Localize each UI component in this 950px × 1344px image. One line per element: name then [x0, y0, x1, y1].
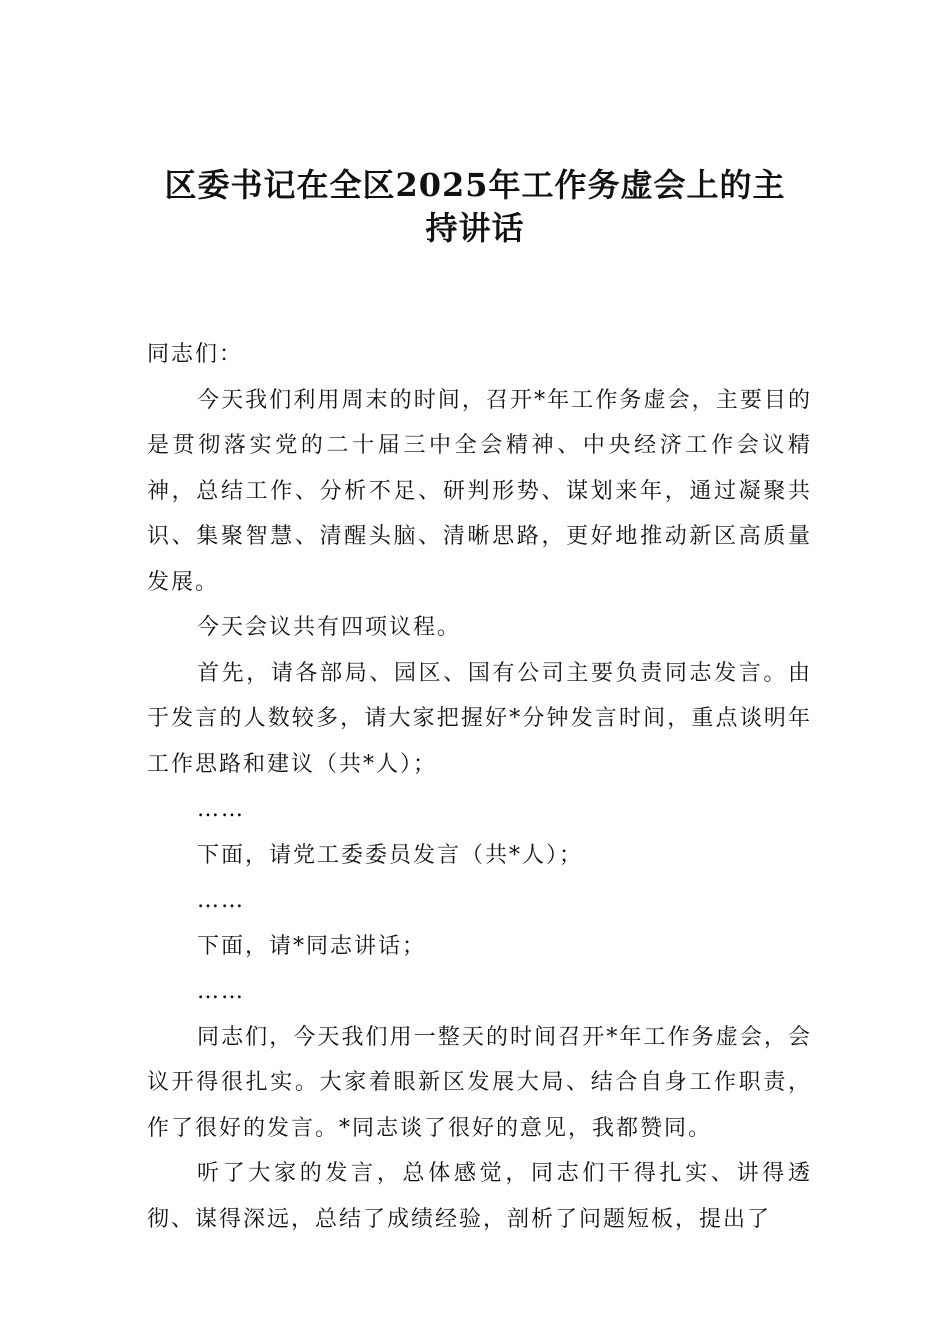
paragraph-1: 今天我们利用周末的时间，召开*年工作务虚会，主要目的是贯彻落实党的二十届三中全会精神、中央经济工作会议精神，总结工作、分析不足、研判形势、谋划来年，通过凝聚共识、集聚智慧、清醒头脑、清晰思路，更好地推动新区高质量发展。: [147, 387, 812, 595]
ellipsis-2: ……: [197, 888, 245, 913]
salutation: 同志们：: [147, 342, 244, 367]
document-title-line-1: 区委书记在全区2025年工作务虚会上的主: [164, 166, 786, 204]
document-body: [147, 332, 812, 1242]
paragraph-3: 首先，请各部局、园区、国有公司主要负责同志发言。由于发言的人数较多，请大家把握好*分钟发言时间，重点谈明年工作思路和建议（共*人）；: [147, 660, 812, 777]
document-title-line-2: 持讲话: [425, 209, 525, 247]
paragraph-6: 同志们，今天我们用一整天的时间召开*年工作务虚会，会议开得很扎实。大家着眼新区发展大局、结合自身工作职责，作了很好的发言。*同志谈了很好的意见，我都赞同。: [147, 1024, 812, 1141]
ellipsis-1: ……: [197, 797, 245, 822]
paragraph-7: 听了大家的发言，总体感觉，同志们干得扎实、讲得透彻、谋得深远，总结了成绩经验，剖析了问题短板，提出了: [147, 1161, 812, 1232]
paragraph-5: 下面，请*同志讲话；: [197, 933, 427, 959]
ellipsis-3: ……: [197, 979, 245, 1004]
paragraph-2: 今天会议共有四项议程。: [197, 615, 462, 640]
paragraph-4: 下面，请党工委委员发言（共*人）；: [197, 842, 584, 868]
